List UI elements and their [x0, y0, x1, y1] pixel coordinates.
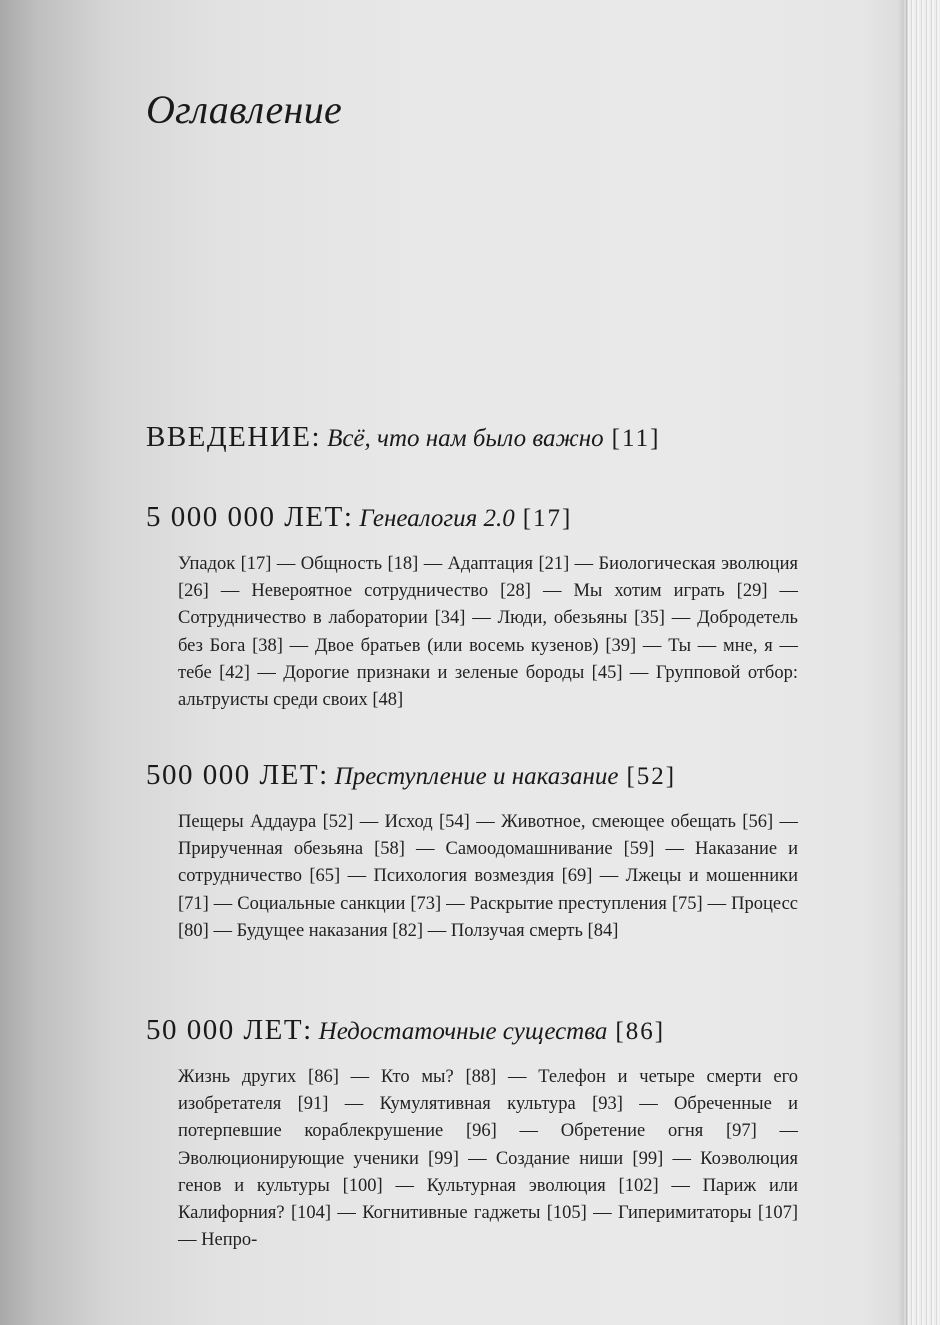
section-entries: Жизнь других [86] — Кто мы? [88] — Телефон и четыре смерти его изобретателя [91] — Кумулятивная культура [93] — Обреченные и потерпевшие кораблекрушение [96] — Обретение огня [97] — Эволюционирующие ученики [99] — Создание ниши [99] — Коэволюция генов и культуры [100] — Культурная эволюция [102] — Париж или Калифорния? [104] — Когнитивные гаджеты [105] — Гиперимитаторы [107] — Непро- — [178, 1067, 798, 1251]
section-entries: Пещеры Аддаура [52] — Исход [54] — Животное, смеющее обещать [56] — Прирученная обезьяна [58] — Самоодомашнивание [59] — Наказание и сотрудничество [65] — Психология возмездия [69] — Лжецы и мошенники [71] — Социальные санкции [73] — Раскрытие преступления [75] — Процесс [80] — Будущее наказания [82] — Ползучая смерть [84] — [178, 812, 798, 941]
section-heading — [146, 757, 806, 795]
toc-section-5000000-years — [146, 499, 806, 714]
section-page-number: [86] — [615, 1018, 666, 1045]
section-heading — [146, 499, 806, 537]
section-era: 50 000 ЛЕТ: — [146, 1014, 313, 1046]
section-title: Недостаточные существа — [318, 1018, 608, 1045]
section-title: Всё, что нам было важно — [327, 425, 604, 452]
section-heading — [146, 419, 806, 457]
section-era: ВВЕДЕНИЕ: — [146, 421, 322, 453]
section-era: 500 000 ЛЕТ: — [146, 759, 329, 791]
section-heading — [146, 1012, 806, 1050]
section-entries: Упадок [17] — Общность [18] — Адаптация [21] — Биологическая эволюция [26] — Невероятное сотрудничество [28] — Мы хотим играть [29] — Сотрудничество в лаборатории [34] — Люди, обезьяны [35] — Добродетель без Бога [38] — Двое братьев (или восемь кузенов) [39] — Ты — мне, я — тебе [42] — Дорогие признаки и зеленые бороды [45] — Групповой отбор: альтруисты среди своих [48] — [178, 554, 798, 711]
section-title: Генеалогия 2.0 — [359, 505, 515, 532]
section-title: Преступление и наказание — [334, 763, 619, 790]
section-page-number: [11] — [611, 425, 661, 452]
section-page-number: [52] — [626, 763, 677, 790]
toc-section-introduction — [146, 419, 806, 457]
section-era: 5 000 000 ЛЕТ: — [146, 501, 354, 533]
toc-section-500000-years — [146, 757, 806, 945]
section-page-number: [17] — [522, 505, 573, 532]
page-stack-edge — [904, 0, 940, 1325]
toc-section-50000-years — [146, 1012, 806, 1254]
page-edge-shadow — [898, 0, 908, 1325]
toc-title: Оглавление — [146, 87, 343, 132]
